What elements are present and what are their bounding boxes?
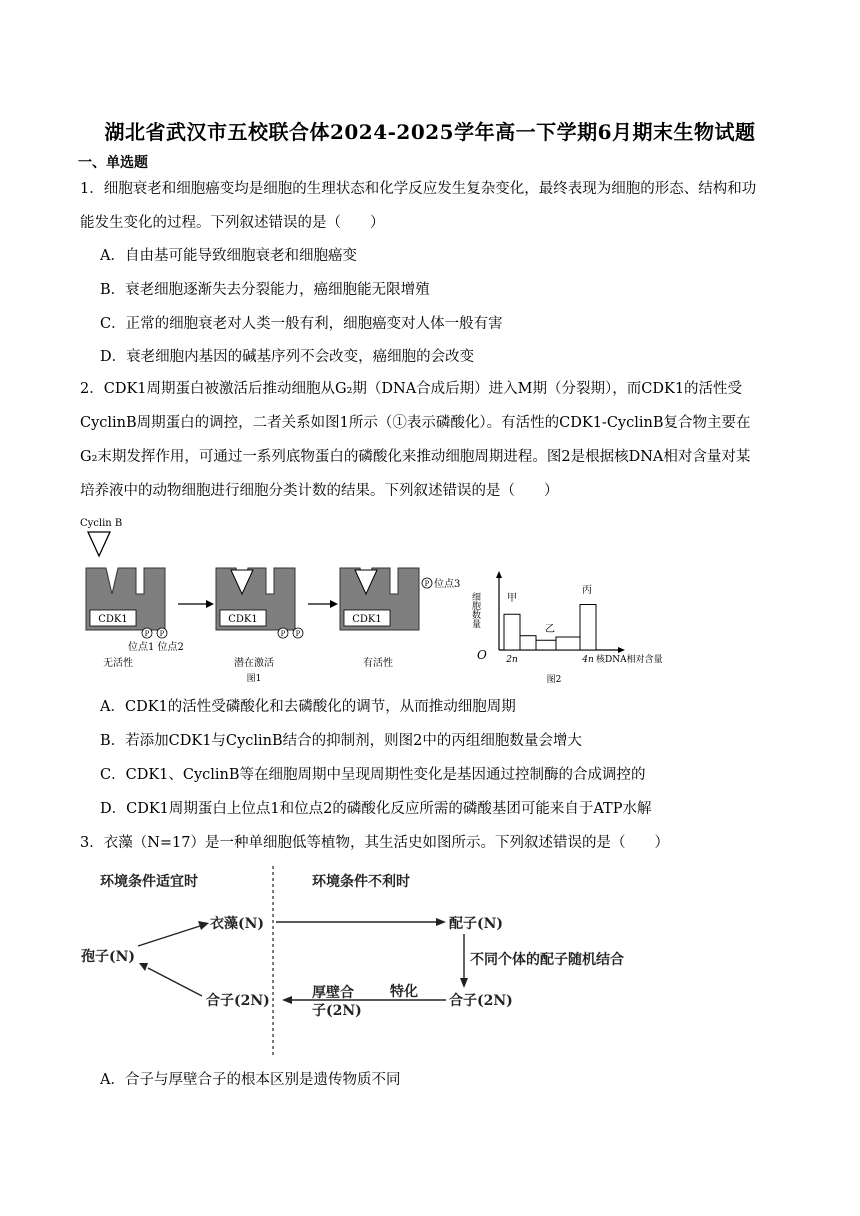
q2-option-d: D．CDK1周期蛋白上位点1和位点2的磷酸化反应所需的磷酸基团可能来自于ATP水解 <box>100 801 652 817</box>
phospho-p: P <box>280 630 286 638</box>
q3-option-a: A．合子与厚壁合子的根本区别是遗传物质不同 <box>100 1072 401 1088</box>
node-peizi: 配子(N) <box>449 916 504 932</box>
cyclin-b-label: Cyclin B <box>80 518 123 529</box>
arrow-icon <box>139 963 148 971</box>
arrow-icon <box>330 600 338 608</box>
fig2-label-yi: 乙 <box>545 624 555 635</box>
node-houbi-line2: 子(2N) <box>312 1003 362 1019</box>
y-axis-arrow-icon <box>496 571 502 578</box>
figure-1-cdk1-diagram <box>78 512 478 687</box>
arrow-icon <box>436 918 446 926</box>
fig2-tick-4n: 4n <box>582 655 594 665</box>
q2-line-4: 培养液中的动物细胞进行细胞分类计数的结果。下列叙述错误的是（ ） <box>80 483 559 499</box>
histogram-bar <box>504 614 520 650</box>
node-hezi-left: 合子(2N) <box>206 993 270 1009</box>
figure-2-caption: 图2 <box>546 675 562 685</box>
phospho-p: P <box>159 630 165 638</box>
figure-2-histogram <box>466 570 688 686</box>
section-heading: 一、单选题 <box>78 155 148 171</box>
arrow-icon <box>460 978 468 988</box>
state-inactive: 无活性 <box>103 658 133 669</box>
histogram-bar <box>536 640 556 650</box>
fig2-origin: O <box>477 648 487 662</box>
node-houbi-line1: 厚壁合 <box>312 985 354 1001</box>
histogram-bar <box>556 637 580 650</box>
phospho-p: P <box>144 630 150 638</box>
site-3-label: 位点3 <box>434 579 461 590</box>
unfavorable-conditions-label: 环境条件不利时 <box>312 874 410 890</box>
state-active: 有活性 <box>363 658 393 669</box>
q2-option-a: A．CDK1的活性受磷酸化和去磷酸化的调节，从而推动细胞周期 <box>100 699 516 715</box>
fig2-ylabel: 细胞数量 <box>470 592 480 628</box>
question-2-stem <box>80 372 785 508</box>
cyclin-b-triangle <box>88 532 110 556</box>
cdk1-label-3: CDK1 <box>352 614 382 625</box>
node-hezi-right: 合子(2N) <box>449 993 513 1009</box>
fig2-label-jia: 甲 <box>507 593 517 604</box>
question-1-stem <box>80 172 785 240</box>
figure-1-caption: 图1 <box>246 674 262 684</box>
q1-option-a: A．自由基可能导致细胞衰老和细胞癌变 <box>100 248 357 264</box>
chlamydomonas-life-cycle-diagram <box>78 864 678 1059</box>
q1-option-c: C．正常的细胞衰老对人类一般有利，细胞癌变对人体一般有害 <box>100 316 503 332</box>
arrow-icon <box>206 600 214 608</box>
q2-line-2: CyclinB周期蛋白的调控，二者关系如图1所示（①表示磷酸化）。有活性的CDK1-CyclinB复合物主要在 <box>80 415 751 431</box>
q1-option-d: D．衰老细胞内基因的碱基序列不会改变，癌细胞的会改变 <box>100 349 475 365</box>
q2-line-1: 2．CDK1周期蛋白被激活后推动细胞从G₂期（DNA合成后期）进入M期（分裂期），而CDK1的活性受 <box>80 381 743 397</box>
x-axis-arrow-icon <box>618 647 625 653</box>
random-fusion-label: 不同个体的配子随机结合 <box>470 952 624 968</box>
arrow-icon <box>198 921 209 930</box>
question-3-stem: 3．衣藻（N=17）是一种单细胞低等植物，其生活史如图所示。下列叙述错误的是（ ） <box>80 835 670 851</box>
cdk1-label-1: CDK1 <box>98 614 128 625</box>
node-baozi: 孢子(N) <box>81 949 136 965</box>
site-1-2-label: 位点1 位点2 <box>128 642 184 653</box>
state-potential: 潜在激活 <box>234 658 274 669</box>
specialization-label: 特化 <box>390 984 418 1000</box>
cdk1-label-2: CDK1 <box>228 614 258 625</box>
phospho-p: P <box>424 580 430 588</box>
q2-option-c: C．CDK1、CyclinB等在细胞周期中呈现周期性变化是基因通过控制酶的合成调控的 <box>100 767 646 783</box>
fig2-tick-2n: 2n <box>506 655 518 665</box>
q1-line-1: 1．细胞衰老和细胞癌变均是细胞的生理状态和化学反应发生复杂变化，最终表现为细胞的形态、结构和功 <box>80 181 757 197</box>
q2-line-3: G₂末期发挥作用，可通过一系列底物蛋白的磷酸化来推动细胞周期进程。图2是根据核DNA相对含量对某 <box>80 449 751 465</box>
q2-option-b: B．若添加CDK1与CyclinB结合的抑制剂，则图2中的丙组细胞数量会增大 <box>100 733 582 749</box>
phospho-p: P <box>295 630 301 638</box>
favorable-conditions-label: 环境条件适宜时 <box>100 874 198 890</box>
fig2-label-bing: 丙 <box>582 585 592 596</box>
node-yizao: 衣藻(N) <box>210 916 265 932</box>
page-title: 湖北省武汉市五校联合体2024-2025学年高一下学期6月期末生物试题 <box>104 120 756 144</box>
arrow-icon <box>282 996 292 1004</box>
histogram-bar <box>520 636 536 650</box>
fig2-xlabel: 核DNA相对含量 <box>596 655 663 665</box>
histogram-bar <box>580 605 596 651</box>
q1-line-2: 能发生变化的过程。下列叙述错误的是（ ） <box>80 215 385 231</box>
q1-option-b: B．衰老细胞逐渐失去分裂能力，癌细胞能无限增殖 <box>100 282 430 298</box>
